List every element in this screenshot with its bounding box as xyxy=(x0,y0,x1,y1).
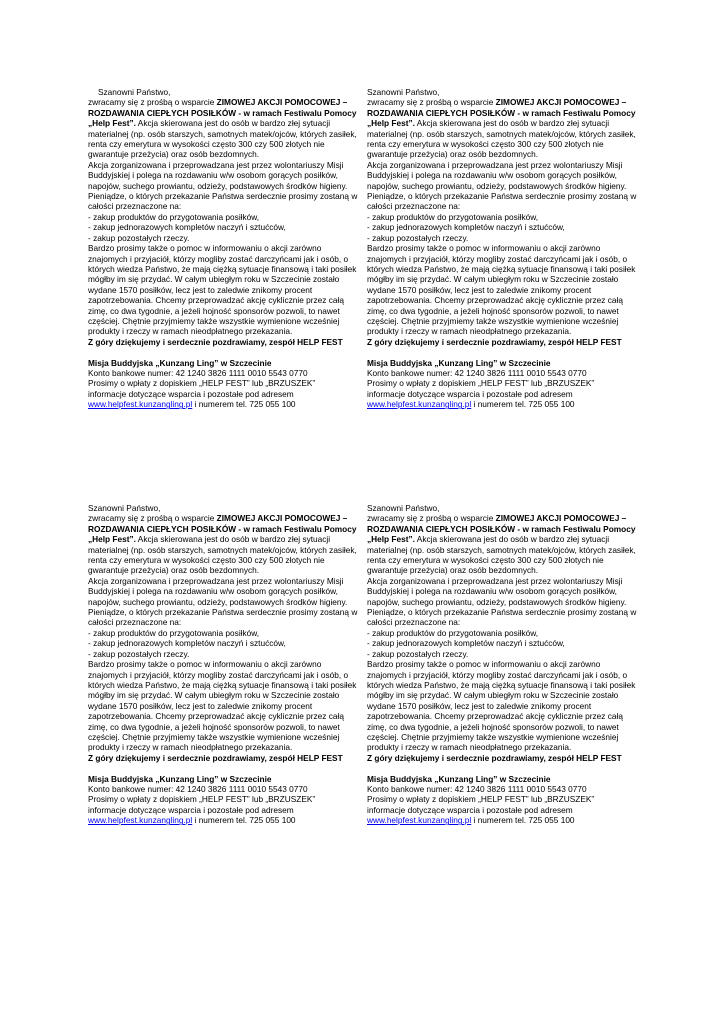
campaign-title: ZIMOWEJ AKCJI POMOCOWEJ – ROZDAWANIA CIEPŁYCH POSIŁKÓW - w ramach Festiwalu Pomocy „Help Fest”. xyxy=(88,513,357,545)
greeting: Szanowni Państwo, xyxy=(367,87,440,97)
list-item: - zakup jednorazowych kompletów naczyń i sztućców, xyxy=(367,638,565,649)
list-item: - zakup pozostałych rzeczy. xyxy=(367,232,469,243)
website-link[interactable]: www.helpfest.kunzangling.pl xyxy=(367,399,472,410)
leaflet-bottom-right xyxy=(367,503,637,826)
bank-account: Konto bankowe numer: 42 1240 3826 1111 0010 5543 0770 xyxy=(367,783,587,794)
money-intro: Pieniądze, o których przekazanie Państwa serdecznie prosimy zostaną w całości przeznaczone na: xyxy=(88,607,358,628)
bank-account: Konto bankowe numer: 42 1240 3826 1111 0010 5543 0770 xyxy=(88,367,308,378)
intro-rest: Akcja skierowana jest do osób w bardzo złej sytuacji materialnej (np. osób starszych, samotnych matek/ojców, których zasiłek, renta czy emerytura w wysokości często 300 czy 500 złotych nie gwarantuje przeżycia) oraz osób bezdomnych. xyxy=(88,534,357,576)
organized-paragraph: Akcja zorganizowana i przeprowadzana jest przez wolontariuszy Misji Buddyjskiej i polega na rozdawaniu w/w osobom gorących posiłków, napojów, suchego prowiantu, odzieży, podstawowych środków higieny. xyxy=(367,159,627,191)
intro-paragraph xyxy=(367,97,637,159)
intro-start: zwracamy się z prośbą o wsparcie xyxy=(367,97,496,108)
money-intro: Pieniądze, o których przekazanie Państwa serdecznie prosimy zostaną w całości przeznaczone na: xyxy=(88,191,358,212)
intro-rest: Akcja skierowana jest do osób w bardzo złej sytuacji materialnej (np. osób starszych, samotnych matek/ojców, których zasiłek, renta czy emerytura w wysokości często 300 czy 500 złotych nie gwarantuje przeżycia) oraz osób bezdomnych. xyxy=(367,534,636,576)
list-item: - zakup pozostałych rzeczy. xyxy=(88,232,190,243)
intro-start: zwracamy się z prośbą o wsparcie xyxy=(88,513,217,524)
money-intro: Pieniądze, o których przekazanie Państwa serdecznie prosimy zostaną w całości przeznaczone na: xyxy=(367,607,637,628)
website-link[interactable]: www.helpfest.kunzangling.pl xyxy=(367,815,472,826)
organization-name: Misja Buddyjska „Kunzang Ling” w Szczecinie xyxy=(367,357,551,368)
greeting: Szanowni Państwo, xyxy=(88,503,161,513)
payment-note: Prosimy o wpłaty z dopiskiem „HELP FEST” lub „BRZUSZEK” xyxy=(367,794,595,805)
website-link[interactable]: www.helpfest.kunzangling.pl xyxy=(88,399,193,410)
list-item: - zakup produktów do przygotowania posiłków, xyxy=(88,211,260,222)
leaflet-bottom-left xyxy=(88,503,358,826)
phone-number: i numerem tel. 725 055 100 xyxy=(192,815,296,826)
thanks-line: Z góry dziękujemy i serdecznie pozdrawiamy, zespół HELP FEST xyxy=(88,752,343,763)
list-item: - zakup pozostałych rzeczy. xyxy=(367,648,469,659)
spacer xyxy=(88,347,358,357)
spacer xyxy=(88,763,358,773)
intro-rest: Akcja skierowana jest do osób w bardzo złej sytuacji materialnej (np. osób starszych, samotnych matek/ojców, których zasiłek, renta czy emerytura w wysokości często 300 czy 500 złotych nie gwarantuje przeżycia) oraz osób bezdomnych. xyxy=(88,118,357,160)
organized-paragraph: Akcja zorganizowana i przeprowadzana jest przez wolontariuszy Misji Buddyjskiej i polega na rozdawaniu w/w osobom gorących posiłków, napojów, suchego prowiantu, odzieży, podstawowych środków higieny. xyxy=(367,575,627,607)
payment-note: Prosimy o wpłaty z dopiskiem „HELP FEST” lub „BRZUSZEK” xyxy=(367,378,595,389)
list-item: - zakup produktów do przygotowania posiłków, xyxy=(367,211,539,222)
phone-number: i numerem tel. 725 055 100 xyxy=(471,815,575,826)
thanks-line: Z góry dziękujemy i serdecznie pozdrawiamy, zespół HELP FEST xyxy=(367,752,622,763)
thanks-line: Z góry dziękujemy i serdecznie pozdrawiamy, zespół HELP FEST xyxy=(367,336,622,347)
campaign-title: ZIMOWEJ AKCJI POMOCOWEJ – ROZDAWANIA CIEPŁYCH POSIŁKÓW - w ramach Festiwalu Pomocy „Help Fest”. xyxy=(367,97,636,129)
intro-start: zwracamy się z prośbą o wsparcie xyxy=(367,513,496,524)
request-paragraph: Bardzo prosimy także o pomoc w informowaniu o akcji zarówno znajomych i przyjaciół, którzy mogliby zostać darczyńcami jak i osób, o których wiedza Państwo, że mają ciężką sytuacje finansową i taki posiłek mógłby im się przydać. W całym ubiegłym roku w Szczecinie zostało wydane 1570 posiłków, lecz jest to zaledwie znikomy procent zapotrzebowania. Chcemy przeprowadzać akcję cyklicznie przez całą zimę, co dwa tygodnie, a jeżeli hojność sponsorów pozwoli, to nawet częściej. Chętnie przyjmiemy także wszystkie wymienione wcześniej produkty i rzeczy w ramach nieodpłatnego przekazania. xyxy=(367,243,636,337)
greeting: Szanowni Państwo, xyxy=(367,503,440,513)
contact-line xyxy=(367,399,637,409)
campaign-title: ZIMOWEJ AKCJI POMOCOWEJ – ROZDAWANIA CIEPŁYCH POSIŁKÓW - w ramach Festiwalu Pomocy „Help Fest”. xyxy=(88,97,357,129)
spacer xyxy=(367,347,637,357)
request-paragraph: Bardzo prosimy także o pomoc w informowaniu o akcji zarówno znajomych i przyjaciół, którzy mogliby zostać darczyńcami jak i osób, o których wiedza Państwo, że mają ciężką sytuacje finansową i taki posiłek mógłby im się przydać. W całym ubiegłym roku w Szczecinie zostało wydane 1570 posiłków, lecz jest to zaledwie znikomy procent zapotrzebowania. Chcemy przeprowadzać akcję cyklicznie przez całą zimę, co dwa tygodnie, a jeżeli hojność sponsorów pozwoli, to nawet częściej. Chętnie przyjmiemy także wszystkie wymienione wcześniej produkty i rzeczy w ramach nieodpłatnego przekazania. xyxy=(88,659,357,753)
bank-account: Konto bankowe numer: 42 1240 3826 1111 0010 5543 0770 xyxy=(88,783,308,794)
request-paragraph: Bardzo prosimy także o pomoc w informowaniu o akcji zarówno znajomych i przyjaciół, którzy mogliby zostać darczyńcami jak i osób, o których wiedza Państwo, że mają ciężką sytuacje finansową i taki posiłek mógłby im się przydać. W całym ubiegłym roku w Szczecinie zostało wydane 1570 posiłków, lecz jest to zaledwie znikomy procent zapotrzebowania. Chcemy przeprowadzać akcję cyklicznie przez całą zimę, co dwa tygodnie, a jeżeli hojność sponsorów pozwoli, to nawet częściej. Chętnie przyjmiemy także wszystkie wymienione wcześniej produkty i rzeczy w ramach nieodpłatnego przekazania. xyxy=(367,659,636,753)
intro-paragraph xyxy=(367,513,637,575)
organization-name: Misja Buddyjska „Kunzang Ling” w Szczecinie xyxy=(367,773,551,784)
info-note: informacje dotyczące wsparcia i pozostałe pod adresem xyxy=(88,804,294,815)
request-paragraph: Bardzo prosimy także o pomoc w informowaniu o akcji zarówno znajomych i przyjaciół, którzy mogliby zostać darczyńcami jak i osób, o których wiedza Państwo, że mają ciężką sytuacje finansową i taki posiłek mógłby im się przydać. W całym ubiegłym roku w Szczecinie zostało wydane 1570 posiłków, lecz jest to zaledwie znikomy procent zapotrzebowania. Chcemy przeprowadzać akcję cyklicznie przez całą zimę, co dwa tygodnie, a jeżeli hojność sponsorów pozwoli, to nawet częściej. Chętnie przyjmiemy także wszystkie wymienione wcześniej produkty i rzeczy w ramach nieodpłatnego przekazania. xyxy=(88,243,357,337)
organized-paragraph: Akcja zorganizowana i przeprowadzana jest przez wolontariuszy Misji Buddyjskiej i polega na rozdawaniu w/w osobom gorących posiłków, napojów, suchego prowiantu, odzieży, podstawowych środków higieny. xyxy=(88,159,348,191)
intro-start: zwracamy się z prośbą o wsparcie xyxy=(88,97,217,108)
contact-line xyxy=(88,815,358,825)
organization-name: Misja Buddyjska „Kunzang Ling” w Szczecinie xyxy=(88,773,272,784)
thanks-line: Z góry dziękujemy i serdecznie pozdrawiamy, zespół HELP FEST xyxy=(88,336,343,347)
list-item: - zakup produktów do przygotowania posiłków, xyxy=(367,627,539,638)
payment-note: Prosimy o wpłaty z dopiskiem „HELP FEST” lub „BRZUSZEK” xyxy=(88,378,316,389)
leaflet-top-right xyxy=(367,87,637,410)
spacer xyxy=(367,763,637,773)
money-intro: Pieniądze, o których przekazanie Państwa serdecznie prosimy zostaną w całości przeznaczone na: xyxy=(367,191,637,212)
list-item: - zakup jednorazowych kompletów naczyń i sztućców, xyxy=(367,222,565,233)
contact-line xyxy=(367,815,637,825)
info-note: informacje dotyczące wsparcia i pozostałe pod adresem xyxy=(367,804,573,815)
intro-rest: Akcja skierowana jest do osób w bardzo złej sytuacji materialnej (np. osób starszych, samotnych matek/ojców, których zasiłek, renta czy emerytura w wysokości często 300 czy 500 złotych nie gwarantuje przeżycia) oraz osób bezdomnych. xyxy=(367,118,636,160)
contact-line xyxy=(88,399,358,409)
list-item: - zakup produktów do przygotowania posiłków, xyxy=(88,627,260,638)
list-item: - zakup jednorazowych kompletów naczyń i sztućców, xyxy=(88,638,286,649)
payment-note: Prosimy o wpłaty z dopiskiem „HELP FEST” lub „BRZUSZEK” xyxy=(88,794,316,805)
organization-name: Misja Buddyjska „Kunzang Ling” w Szczecinie xyxy=(88,357,272,368)
phone-number: i numerem tel. 725 055 100 xyxy=(471,399,575,410)
info-note: informacje dotyczące wsparcia i pozostałe pod adresem xyxy=(88,388,294,399)
leaflet-top-left xyxy=(88,87,358,410)
organized-paragraph: Akcja zorganizowana i przeprowadzana jest przez wolontariuszy Misji Buddyjskiej i polega na rozdawaniu w/w osobom gorących posiłków, napojów, suchego prowiantu, odzieży, podstawowych środków higieny. xyxy=(88,575,348,607)
intro-paragraph xyxy=(88,97,358,159)
campaign-title: ZIMOWEJ AKCJI POMOCOWEJ – ROZDAWANIA CIEPŁYCH POSIŁKÓW - w ramach Festiwalu Pomocy „Help Fest”. xyxy=(367,513,636,545)
website-link[interactable]: www.helpfest.kunzangling.pl xyxy=(88,815,193,826)
list-item: - zakup jednorazowych kompletów naczyń i sztućców, xyxy=(88,222,286,233)
list-item: - zakup pozostałych rzeczy. xyxy=(88,648,190,659)
intro-paragraph xyxy=(88,513,358,575)
info-note: informacje dotyczące wsparcia i pozostałe pod adresem xyxy=(367,388,573,399)
bank-account: Konto bankowe numer: 42 1240 3826 1111 0010 5543 0770 xyxy=(367,367,587,378)
greeting: Szanowni Państwo, xyxy=(98,87,171,97)
phone-number: i numerem tel. 725 055 100 xyxy=(192,399,296,410)
